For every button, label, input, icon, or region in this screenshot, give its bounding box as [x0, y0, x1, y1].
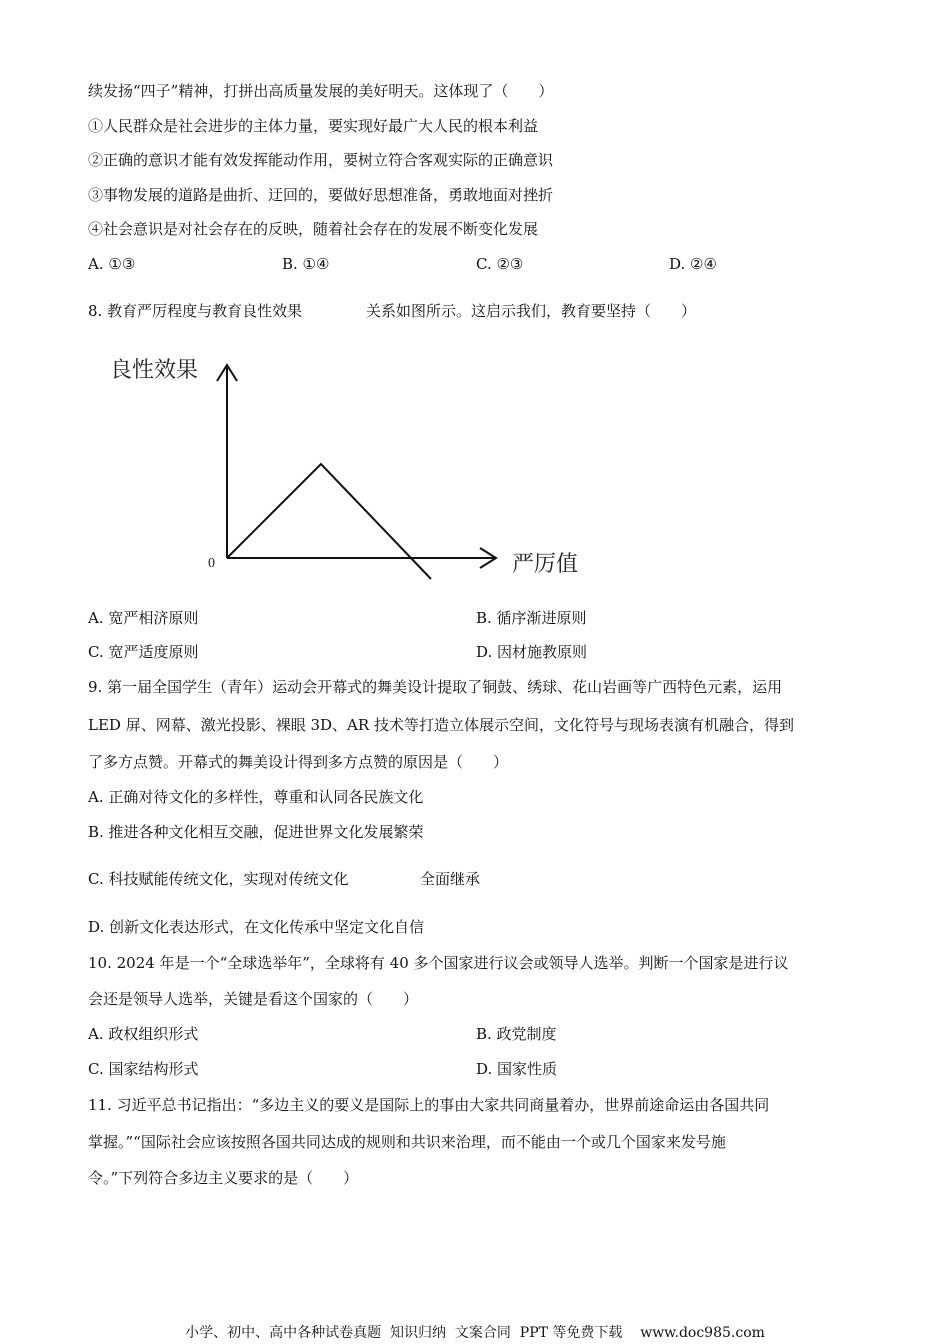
q7-option-c: C. ②③	[476, 255, 524, 273]
severity-effect-graph	[100, 345, 600, 595]
q8-option-d: D. 因材施教原则	[476, 643, 588, 661]
q11-stem-line-2: 掌握。”“国际社会应该按照各国共同达成的规则和共识来治理，而不能由一个或几个国家来发号施	[88, 1133, 726, 1151]
q7-option-b: B. ①④	[282, 255, 330, 273]
q9-option-b: B. 推进各种文化相互交融，促进世界文化发展繁荣	[88, 823, 424, 841]
graph-y-axis-label: 良性效果	[110, 357, 199, 382]
q7-statement-2: ②正确的意识才能有效发挥能动作用，要树立符合客观实际的正确意识	[88, 151, 554, 169]
q8-stem-part-2: 关系如图所示。这启示我们，教育要坚持（ ）	[366, 302, 697, 320]
q9-stem-line-1: 9. 第一届全国学生（青年）运动会开幕式的舞美设计提取了铜鼓、绣球、花山岩画等广西特色元素，运用	[88, 678, 783, 696]
q10-option-b: B. 政党制度	[476, 1025, 557, 1043]
graph-curve	[227, 464, 431, 579]
q10-option-d: D. 国家性质	[476, 1060, 558, 1078]
q9-option-d: D. 创新文化表达形式，在文化传承中坚定文化自信	[88, 918, 425, 936]
q9-stem-line-3: 了多方点赞。开幕式的舞美设计得到多方点赞的原因是（ ）	[88, 753, 509, 771]
q11-stem-line-3: 令。”下列符合多边主义要求的是（ ）	[88, 1169, 359, 1187]
q8-option-c: C. 宽严适度原则	[88, 643, 199, 661]
q9-option-c-part-1: C. 科技赋能传统文化，实现对传统文化	[88, 870, 349, 888]
q10-option-c: C. 国家结构形式	[88, 1060, 199, 1078]
graph-origin-label: 0	[208, 556, 215, 571]
q10-option-a: A. 政权组织形式	[88, 1025, 199, 1043]
graph-x-axis-label: 严厉值	[512, 551, 579, 576]
q7-stem-continuation: 续发扬“四子”精神，打拼出高质量发展的美好明天。这体现了（ ）	[88, 82, 554, 100]
q7-option-d: D. ②④	[669, 255, 717, 273]
q9-option-c-part-2: 全面继承	[420, 870, 481, 888]
q10-stem-line-1: 10. 2024 年是一个“全球选举年”，全球将有 40 多个国家进行议会或领导人选举。判断一个国家是进行议	[88, 954, 789, 972]
q11-stem-line-1: 11. 习近平总书记指出：“多边主义的要义是国际上的事由大家共同商量着办，世界前途命运由各国共同	[88, 1096, 770, 1114]
q7-statement-1: ①人民群众是社会进步的主体力量，要实现好最广大人民的根本利益	[88, 117, 539, 135]
q8-stem-part-1: 8. 教育严厉程度与教育良性效果	[88, 302, 303, 320]
q9-stem-line-2: LED 屏、网幕、激光投影、裸眼 3D、AR 技术等打造立体展示空间，文化符号与现场表演有机融合，得到	[88, 716, 794, 734]
q9-option-a: A. 正确对待文化的多样性，尊重和认同各民族文化	[88, 788, 424, 806]
q8-option-a: A. 宽严相济原则	[88, 609, 199, 627]
q10-stem-line-2: 会还是领导人选举，关键是看这个国家的（ ）	[88, 990, 419, 1008]
q7-statement-3: ③事物发展的道路是曲折、迂回的，要做好思想准备，勇敢地面对挫折	[88, 186, 554, 204]
page-footer: 小学、初中、高中各种试卷真题 知识归纳 文案合同 PPT 等免费下载 www.doc985.com	[185, 1325, 765, 1341]
q7-option-a: A. ①③	[88, 255, 136, 273]
q8-option-b: B. 循序渐进原则	[476, 609, 587, 627]
q7-statement-4: ④社会意识是对社会存在的反映，随着社会存在的发展不断变化发展	[88, 220, 539, 238]
